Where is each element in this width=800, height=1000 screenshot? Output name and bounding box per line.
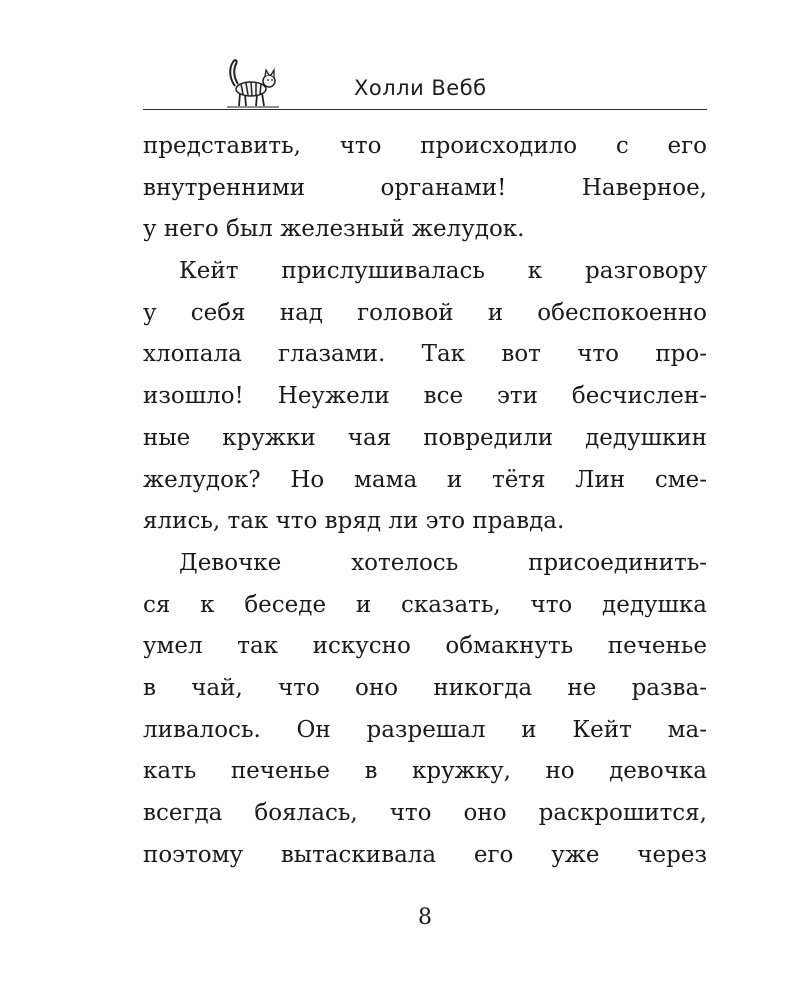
text-line: изошло! Неужели все эти бесчислен- <box>143 383 707 410</box>
body-text <box>143 126 707 876</box>
text-line: всегда боялась, что оно раскрошится, <box>143 800 707 826</box>
text-line: умел так искусно обмакнуть печенье <box>143 633 707 660</box>
text-line: представить, что происходило с его <box>143 133 707 159</box>
text-line: внутренними органами! Наверное, <box>143 174 707 201</box>
text-line: поэтому вытаскивала его уже через <box>143 841 707 868</box>
text-line: Кейт прислушивалась к разговору <box>179 258 707 285</box>
text-line: хлопала глазами. Так вот что про- <box>143 341 707 368</box>
text-line: ся к беседе и сказать, что дедушка <box>143 591 707 618</box>
cat-icon <box>221 56 281 110</box>
text-line: желудок? Но мама и тётя Лин сме- <box>143 466 707 493</box>
text-line: у него был железный желудок. <box>143 216 525 243</box>
text-line: в чай, что оно никогда не разва- <box>143 674 707 701</box>
text-line: Девочке хотелось присоединить- <box>179 549 707 576</box>
text-line: ные кружки чая повредили дедушкин <box>143 424 707 451</box>
running-head-author: Холли Вебб <box>354 76 487 100</box>
text-line: ливалось. Он разрешал и Кейт ма- <box>143 716 707 743</box>
text-line: ялись, так что вряд ли это правда. <box>143 508 565 535</box>
header-rule <box>143 109 707 110</box>
text-line: кать печенье в кружку, но девочка <box>143 758 707 785</box>
text-line: у себя над головой и обеспокоенно <box>143 299 707 326</box>
page-header <box>0 0 800 115</box>
page-number: 8 <box>418 905 432 930</box>
